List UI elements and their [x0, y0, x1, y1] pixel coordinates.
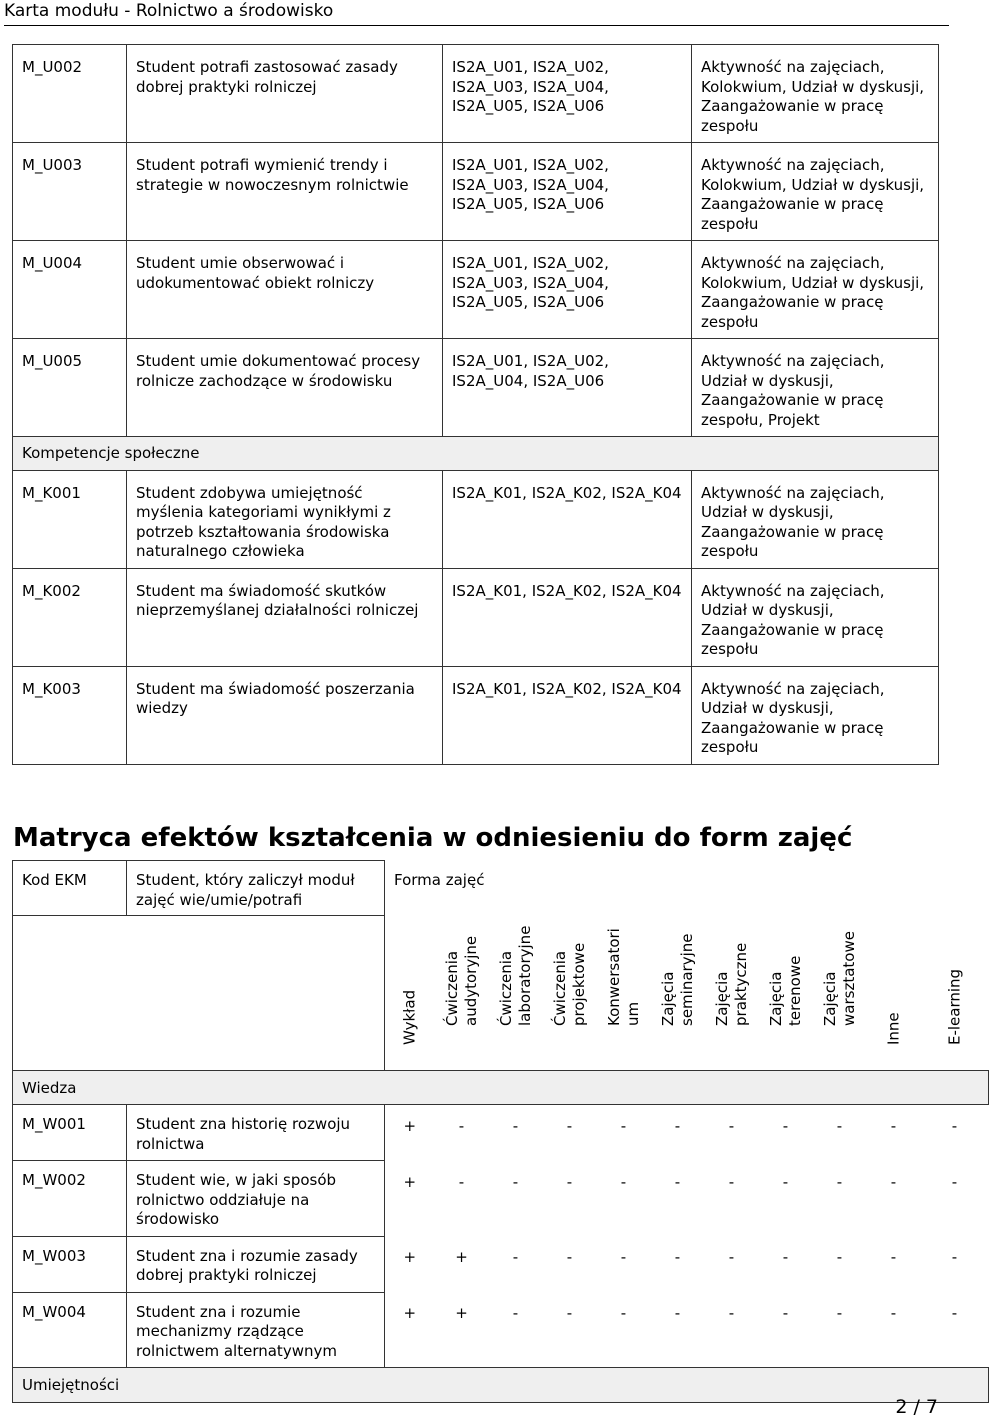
- matrix-row: [13, 1161, 989, 1237]
- matrix-mark: -: [512, 1304, 519, 1322]
- matrix-header-student: Student, który zaliczył moduł zajęć wie/umie/potrafi: [127, 861, 385, 916]
- outcome-description: Student zdobywa umiejętność myślenia kategoriami wynikłymi z potrzeb kształtowania środowiska naturalnego człowieka: [127, 470, 443, 568]
- matrix-mark: -: [728, 1117, 735, 1135]
- form-header-label: Zajęcia praktyczne: [712, 942, 750, 1026]
- matrix-header-row: [13, 861, 989, 916]
- section-title-knowledge: Wiedza: [13, 1070, 989, 1105]
- matrix-mark: -: [566, 1117, 573, 1135]
- outcome-description: Student umie obserwować i udokumentować obiekt rolniczy: [127, 241, 443, 339]
- matrix-mark: -: [951, 1117, 958, 1135]
- matrix-table: [12, 860, 989, 1403]
- form-header-label: Inne: [884, 1011, 902, 1045]
- matrix-forms-spacer: [13, 916, 385, 1071]
- form-header-cell: [489, 916, 543, 1071]
- matrix-mark: -: [674, 1304, 681, 1322]
- outcome-description: Student ma świadomość skutków nieprzemyślanej działalności rolniczej: [127, 568, 443, 666]
- form-header-cell: [385, 916, 435, 1071]
- outcome-references: IS2A_U01, IS2A_U02, IS2A_U03, IS2A_U04, IS2A_U05, IS2A_U06: [443, 143, 692, 241]
- outcome-code: M_K003: [13, 666, 127, 764]
- matrix-row-code: M_W003: [13, 1236, 127, 1292]
- matrix-mark: -: [836, 1304, 843, 1322]
- form-header-cell: [813, 916, 867, 1071]
- outcome-code: M_K001: [13, 470, 127, 568]
- matrix-mark: +: [403, 1248, 417, 1266]
- outcome-verification-methods: Aktywność na zajęciach, Udział w dyskusji, Zaangażowanie w pracę zespołu: [692, 666, 939, 764]
- outcome-description: Student umie dokumentować procesy rolnicze zachodzące w środowisku: [127, 339, 443, 437]
- matrix-mark: -: [512, 1172, 519, 1191]
- outcome-code: M_U002: [13, 45, 127, 143]
- outcome-references: IS2A_K01, IS2A_K02, IS2A_K04: [443, 470, 692, 568]
- outcome-references: IS2A_U01, IS2A_U02, IS2A_U03, IS2A_U04, IS2A_U05, IS2A_U06: [443, 45, 692, 143]
- outcome-row: [13, 143, 939, 241]
- outcome-verification-methods: Aktywność na zajęciach, Kolokwium, Udział w dyskusji, Zaangażowanie w pracę zespołu: [692, 143, 939, 241]
- form-header-cell: [597, 916, 651, 1071]
- outcome-description: Student potrafi wymienić trendy i strategie w nowoczesnym rolnictwie: [127, 143, 443, 241]
- outcome-description: Student ma świadomość poszerzania wiedzy: [127, 666, 443, 764]
- outcome-verification-methods: Aktywność na zajęciach, Udział w dyskusji, Zaangażowanie w pracę zespołu, Projekt: [692, 339, 939, 437]
- matrix-row: [13, 1236, 989, 1292]
- matrix-mark: -: [674, 1117, 681, 1135]
- outcome-code: M_U004: [13, 241, 127, 339]
- matrix-mark: +: [403, 1172, 417, 1191]
- matrix-mark: -: [782, 1304, 789, 1322]
- outcome-code: M_K002: [13, 568, 127, 666]
- outcome-references: IS2A_U01, IS2A_U02, IS2A_U03, IS2A_U04, IS2A_U05, IS2A_U06: [443, 241, 692, 339]
- outcome-references: IS2A_K01, IS2A_K02, IS2A_K04: [443, 666, 692, 764]
- outcome-description: Student potrafi zastosować zasady dobrej praktyki rolniczej: [127, 45, 443, 143]
- matrix-row-description: Student zna historię rozwoju rolnictwa: [127, 1105, 385, 1161]
- matrix-mark: -: [890, 1117, 897, 1135]
- matrix-mark: -: [951, 1304, 958, 1322]
- outcome-code: M_U005: [13, 339, 127, 437]
- section-title-social: Kompetencje społeczne: [13, 437, 939, 471]
- form-header-label: Zajęcia terenowe: [766, 955, 804, 1026]
- outcome-verification-methods: Aktywność na zajęciach, Udział w dyskusji, Zaangażowanie w pracę zespołu: [692, 470, 939, 568]
- matrix-row-description: Student zna i rozumie mechanizmy rządzące rolnictwem alternatywnym: [127, 1292, 385, 1368]
- form-header-label: Wykład: [400, 989, 419, 1045]
- outcome-row: [13, 241, 939, 339]
- header-divider: [4, 25, 949, 26]
- matrix-mark: -: [620, 1172, 627, 1191]
- matrix-mark: -: [566, 1304, 573, 1322]
- outcome-verification-methods: Aktywność na zajęciach, Kolokwium, Udział w dyskusji, Zaangażowanie w pracę zespołu: [692, 45, 939, 143]
- matrix-mark: -: [620, 1248, 627, 1266]
- outcome-verification-methods: Aktywność na zajęciach, Udział w dyskusji, Zaangażowanie w pracę zespołu: [692, 568, 939, 666]
- form-header-cell: [867, 916, 921, 1071]
- outcome-row: [13, 45, 939, 143]
- form-header-label: Ćwiczenia projektowe: [550, 942, 588, 1026]
- form-header-cell: [921, 916, 989, 1071]
- matrix-mark: -: [890, 1304, 897, 1322]
- learning-outcomes-table: [12, 44, 939, 765]
- page-number: 2 / 7: [895, 1396, 938, 1418]
- outcome-row: [13, 568, 939, 666]
- form-header-label: Zajęcia warsztatowe: [820, 930, 858, 1026]
- matrix-forms-row: [13, 916, 989, 1071]
- form-header-label: Ćwiczenia laboratoryjne: [496, 925, 534, 1026]
- matrix-mark: +: [455, 1248, 468, 1266]
- matrix-mark: -: [620, 1304, 627, 1322]
- outcome-references: IS2A_K01, IS2A_K02, IS2A_K04: [443, 568, 692, 666]
- matrix-mark: -: [728, 1248, 735, 1266]
- matrix-mark: -: [620, 1117, 627, 1135]
- matrix-mark: -: [674, 1248, 681, 1266]
- matrix-mark: +: [403, 1117, 417, 1135]
- matrix-mark: -: [458, 1117, 465, 1135]
- outcome-references: IS2A_U01, IS2A_U02, IS2A_U04, IS2A_U06: [443, 339, 692, 437]
- matrix-mark: -: [728, 1172, 735, 1191]
- form-header-label: Ćwiczenia audytoryjne: [442, 935, 480, 1026]
- matrix-mark: -: [890, 1248, 897, 1266]
- matrix-mark: -: [836, 1172, 843, 1191]
- matrix-mark: +: [403, 1304, 417, 1322]
- form-header-label: Konwersatori um: [604, 927, 642, 1026]
- matrix-row: [13, 1292, 989, 1368]
- matrix-mark: -: [566, 1248, 573, 1266]
- form-header-cell: [543, 916, 597, 1071]
- matrix-mark: -: [951, 1248, 958, 1266]
- outcome-row: [13, 339, 939, 437]
- form-header-cell: [435, 916, 489, 1071]
- matrix-header-code: Kod EKM: [13, 861, 127, 916]
- matrix-mark: -: [836, 1248, 843, 1266]
- matrix-mark: -: [782, 1248, 789, 1266]
- section-title-skills-row: [13, 1368, 989, 1403]
- matrix-mark: -: [674, 1172, 681, 1191]
- matrix-row: [13, 1105, 989, 1161]
- matrix-mark: -: [728, 1304, 735, 1322]
- form-header-cell: [705, 916, 759, 1071]
- form-header-label: E-learning: [945, 968, 963, 1045]
- form-header-label: Zajęcia seminaryjne: [658, 933, 696, 1026]
- matrix-row-description: Student zna i rozumie zasady dobrej praktyki rolniczej: [127, 1236, 385, 1292]
- matrix-row-description: Student wie, w jaki sposób rolnictwo oddziałuje na środowisko: [127, 1161, 385, 1237]
- matrix-mark: -: [890, 1172, 897, 1191]
- matrix-mark: -: [782, 1117, 789, 1135]
- matrix-mark: -: [782, 1172, 789, 1191]
- matrix-row-code: M_W001: [13, 1105, 127, 1161]
- matrix-row-code: M_W002: [13, 1161, 127, 1237]
- outcome-code: M_U003: [13, 143, 127, 241]
- matrix-mark: -: [836, 1117, 843, 1135]
- matrix-mark: -: [566, 1172, 573, 1191]
- section-title-skills: Umiejętności: [13, 1368, 989, 1403]
- matrix-title: Matryca efektów kształcenia w odniesieniu do form zajęć: [13, 823, 853, 853]
- form-header-cell: [651, 916, 705, 1071]
- page-header-title: Karta modułu - Rolnictwo a środowisko: [4, 1, 334, 21]
- outcome-row: [13, 666, 939, 764]
- matrix-row-code: M_W004: [13, 1292, 127, 1368]
- outcome-verification-methods: Aktywność na zajęciach, Kolokwium, Udział w dyskusji, Zaangażowanie w pracę zespołu: [692, 241, 939, 339]
- section-title-knowledge-row: [13, 1070, 989, 1105]
- section-row-social: [13, 437, 939, 471]
- matrix-mark: -: [512, 1248, 519, 1266]
- matrix-mark: -: [512, 1117, 519, 1135]
- form-header-cell: [759, 916, 813, 1071]
- matrix-mark: -: [951, 1172, 958, 1191]
- matrix-mark: +: [455, 1304, 468, 1322]
- matrix-header-forms: Forma zajęć: [394, 870, 485, 889]
- outcome-row: [13, 470, 939, 568]
- matrix-mark: -: [458, 1172, 465, 1191]
